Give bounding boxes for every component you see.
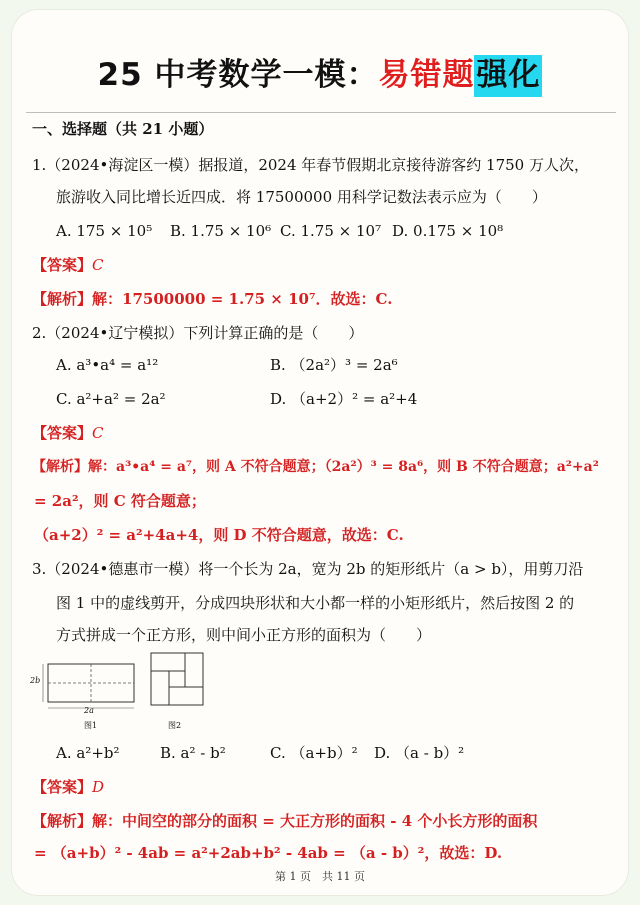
q3-option-c: C. （a+b）²	[270, 744, 358, 762]
q2-option-b: B. （2a²）³ = 2a⁶	[270, 356, 398, 374]
document-page	[12, 10, 628, 895]
q2-analysis-line1	[32, 456, 599, 478]
title-red-part: 易错题	[378, 57, 475, 93]
q2-analysis-text1: 解：a³•a⁴ = a⁷，则 A 不符合题意；（2a²）³ = 8a⁶，则 B 不符合题意；a²+a²	[88, 459, 599, 475]
q3-answer-tag: 【答案】	[32, 778, 93, 796]
figure-1	[30, 656, 150, 732]
q2-analysis-line3: （a+2）² = a²+4a+4，则 D 不符合题意，故选：C.	[34, 526, 404, 544]
q2-option-a: A. a³•a⁴ = a¹²	[56, 356, 159, 374]
q3-analysis-line2: = （a+b）² - 4ab = a²+2ab+b² - 4ab = （a - b）²，故选：D.	[34, 844, 503, 862]
q3-text-line3: 方式拼成一个正方形，则中间小正方形的面积为（ ）	[56, 626, 432, 644]
q1-text-line1: 1.（2024•海淀区一模）据报道，2024 年春节假期北京接待游客约 1750 万人次，	[32, 156, 589, 174]
q2-option-c: C. a²+a² = 2a²	[56, 390, 166, 408]
q3-option-a: A. a²+b²	[56, 744, 120, 762]
q2-answer-value: C	[92, 424, 104, 442]
q1-analysis-text: 解：17500000 = 1.75 × 10⁷．故选：C.	[92, 290, 393, 308]
q3-answer-value: D	[92, 778, 105, 796]
q2-answer-tag: 【答案】	[32, 424, 93, 442]
q3-option-d: D. （a - b）²	[374, 744, 465, 762]
q3-analysis-line1	[32, 810, 537, 832]
q2-text-line1: 2.（2024•辽宁模拟）下列计算正确的是（ ）	[32, 324, 364, 342]
q2-analysis-tag: 【解析】	[32, 459, 88, 475]
q3-text-line2: 图 1 中的虚线剪开，分成四块形状和大小都一样的小矩形纸片，然后按图 2 的	[56, 594, 575, 612]
q3-text-line1: 3.（2024•德惠市一模）将一个长为 2a，宽为 2b 的矩形纸片（a > b），用剪刀沿	[32, 560, 584, 578]
q1-analysis	[32, 288, 392, 310]
q1-option-b: B. 1.75 × 10⁶	[170, 222, 272, 240]
q1-option-c: C. 1.75 × 10⁷	[280, 222, 382, 240]
q2-option-d: D. （a+2）² = a²+4	[270, 390, 418, 408]
q1-answer-tag: 【答案】	[32, 256, 93, 274]
q2-analysis-line2: = 2a²，则 C 符合题意；	[34, 492, 206, 510]
figure-2-caption: 图2	[168, 721, 182, 730]
q1-analysis-tag: 【解析】	[32, 290, 93, 308]
q2-answer	[32, 422, 104, 444]
figure-2	[146, 648, 216, 732]
figure-1-bottom-label: 2a	[84, 706, 94, 715]
title-black-part: 25 中考数学一模：	[97, 57, 379, 93]
figure-1-caption: 图1	[84, 721, 98, 730]
section-heading: 一、选择题（共 21 小题）	[32, 120, 214, 138]
page-title	[12, 52, 628, 98]
title-divider	[26, 112, 616, 113]
q3-answer	[32, 776, 104, 798]
q3-analysis-text1: 解：中间空的部分的面积 = 大正方形的面积 - 4 个小长方形的面积	[92, 812, 538, 830]
q3-analysis-tag: 【解析】	[32, 812, 93, 830]
q1-text-line2: 旅游收入同比增长近四成．将 17500000 用科学记数法表示应为（ ）	[56, 188, 547, 206]
q1-option-a: A. 175 × 10⁵	[56, 222, 153, 240]
page-footer: 第 1 页 共 11 页	[275, 870, 365, 883]
q1-answer-value: C	[92, 256, 104, 274]
title-highlighted-part: 强化	[474, 55, 542, 97]
figure-1-side-label: 2b	[30, 676, 41, 685]
q1-option-d: D. 0.175 × 10⁸	[392, 222, 504, 240]
q1-answer	[32, 254, 104, 276]
q3-option-b: B. a² - b²	[160, 744, 226, 762]
